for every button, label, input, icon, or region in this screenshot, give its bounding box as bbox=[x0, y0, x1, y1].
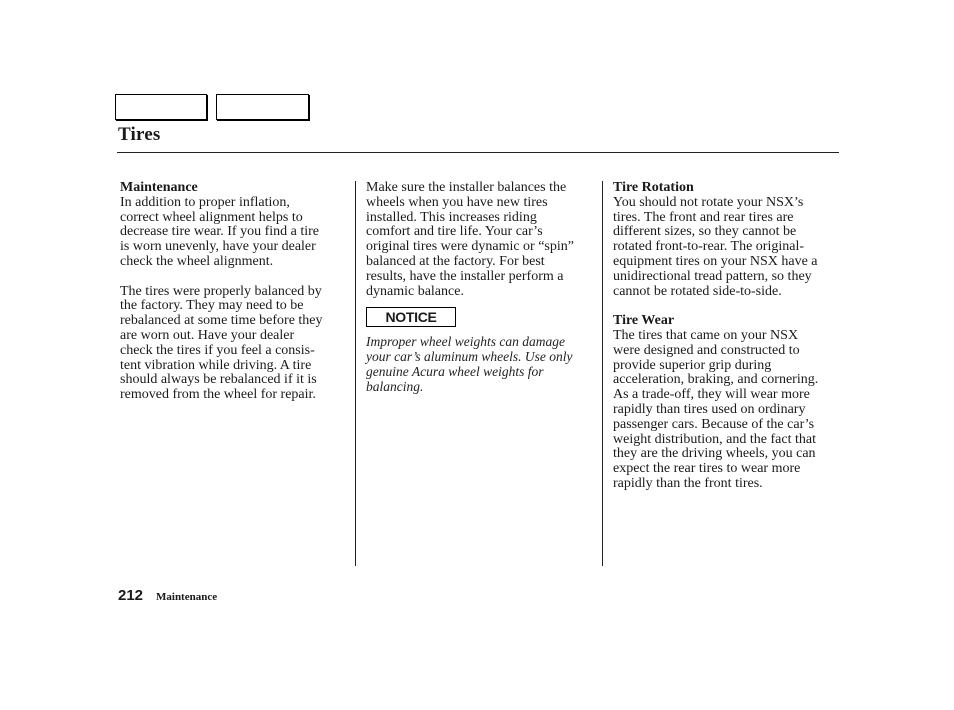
paragraph: Make sure the installer balances the wheels when you have new tires installed. This increases riding comfort and tire life. Your car’s original tires were dynamic or “spin” balanced at the factory. For best results, have the installer perform a dynamic balance. bbox=[366, 180, 574, 299]
section-heading-tire-rotation: Tire Rotation bbox=[613, 180, 694, 195]
paragraph: You should not rotate your NSX’s tires. The front and rear tires are different sizes, so they cannot be rotated front-to-rear. The original- equipment tires on your NSX have a unidirectional tread pattern, so they cannot be rotated side-to-side. bbox=[613, 194, 818, 299]
notice-text: Improper wheel weights can damage your car’s aluminum wheels. Use only genuine Acura wheel weights for balancing. bbox=[366, 334, 573, 394]
nav-next-button[interactable] bbox=[216, 94, 309, 120]
section-heading-maintenance: Maintenance bbox=[120, 180, 198, 195]
page-title: Tires bbox=[118, 124, 161, 145]
page-number: 212 bbox=[118, 587, 144, 604]
title-divider bbox=[117, 152, 839, 153]
column-divider bbox=[355, 181, 356, 566]
column-rotation-wear bbox=[613, 181, 839, 507]
column-balancing bbox=[366, 181, 594, 395]
column-divider bbox=[602, 181, 603, 566]
footer-section-label: Maintenance bbox=[156, 591, 218, 603]
nav-previous-button[interactable] bbox=[115, 94, 207, 120]
section-heading-tire-wear: Tire Wear bbox=[613, 313, 675, 329]
paragraph: In addition to proper inflation, correct wheel alignment helps to decrease tire wear. If you find a tire is worn unevenly, have your dealer check the wheel alignment. bbox=[120, 194, 320, 269]
paragraph: The tires were properly balanced by the factory. They may need to be rebalanced at some time before they are worn out. Have your dealer check the tires if you feel a consis- tent vibration while driving. A tire should always be rebalanced if it is removed from the wheel for repair. bbox=[120, 283, 323, 403]
notice-label: NOTICE bbox=[366, 307, 456, 327]
paragraph: The tires that came on your NSX were designed and constructed to provide superior grip during acceleration, braking, and cornering. As a trade-off, they will wear more rapidly than tires used on ordinary passenger cars. Because of the car’s weight distribution, and the fact that they are the driving wheels, you can expect the rear tires to wear more rapidly than the front tires. bbox=[613, 327, 819, 491]
column-maintenance bbox=[120, 181, 346, 418]
